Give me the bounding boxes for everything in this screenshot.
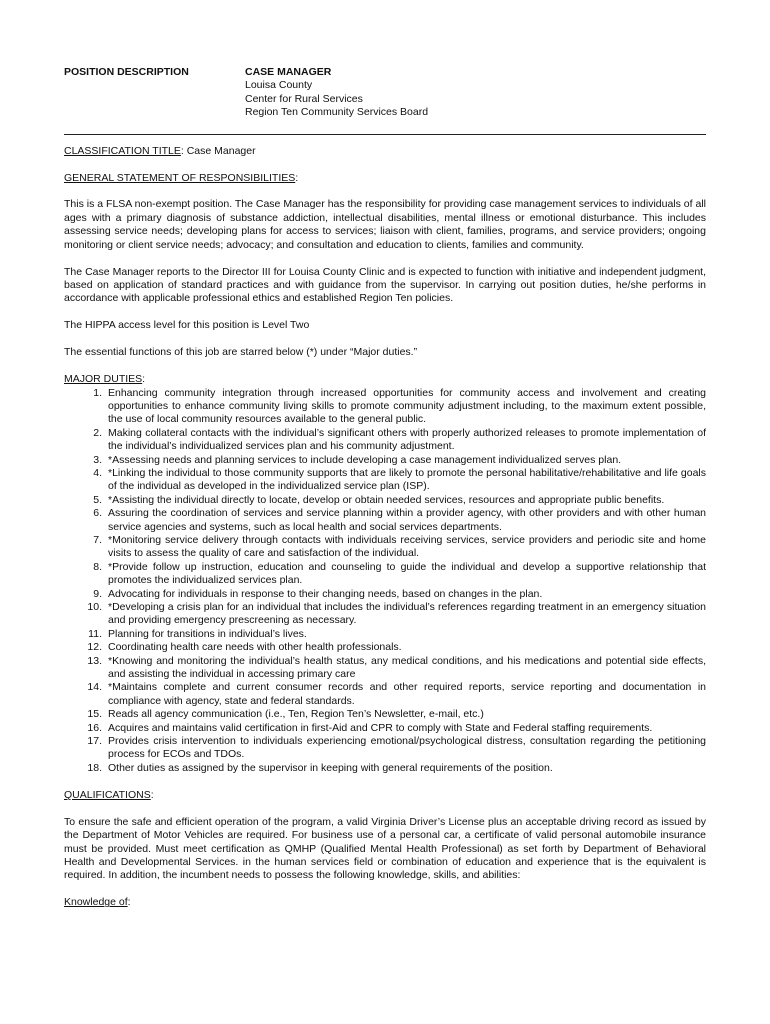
duty-item	[64, 655, 706, 682]
duty-number: 2.	[93, 426, 102, 439]
duty-number: 16.	[87, 721, 102, 734]
duty-item	[64, 588, 706, 601]
duty-number: 17.	[87, 735, 102, 748]
duty-number: 12.	[87, 641, 102, 654]
duty-item	[64, 507, 706, 534]
duty-number: 9.	[93, 587, 102, 600]
duties-list	[64, 387, 706, 776]
duty-item	[64, 467, 706, 494]
duty-text: Coordinating health care needs with other health professionals.	[108, 641, 402, 654]
duty-item	[64, 735, 706, 762]
qualifications-heading: QUALIFICATIONS	[64, 788, 151, 801]
duty-text: *Linking the individual to those community supports that are likely to promote the personal habilitative/rehabilitative and life goals of the individual as developed in the individualized service plan (ISP).	[108, 466, 706, 493]
duty-item	[64, 601, 706, 628]
general-heading-line: GENERAL STATEMENT OF RESPONSIBILITIES:	[64, 171, 299, 184]
duty-item	[64, 628, 706, 641]
duty-number: 3.	[93, 453, 102, 466]
duty-item	[64, 534, 706, 561]
duty-text: *Monitoring service delivery through contacts with individuals receiving services, service providers and periodic site and home visits to assess the quality of care and satisfaction of the individual.	[108, 533, 706, 560]
header-line: Region Ten Community Services Board	[245, 106, 429, 119]
duty-number: 6.	[93, 507, 102, 520]
classification-label: CLASSIFICATION TITLE	[64, 144, 181, 157]
duty-text: *Maintains complete and current consumer records and other required reports, service reporting and documentation in compliance with agency, state and federal standards.	[108, 681, 706, 707]
duty-text: Acquires and maintains valid certification in first-Aid and CPR to comply with State and Federal staffing requirements.	[108, 721, 653, 734]
classification-value: : Case Manager	[180, 144, 256, 157]
duty-text: Other duties as assigned by the supervisor in keeping with general requirements of the position.	[108, 761, 553, 774]
duty-item	[64, 641, 706, 654]
duty-item	[64, 454, 706, 467]
duty-number: 5.	[93, 493, 102, 506]
duty-item	[64, 427, 706, 454]
duty-number: 11.	[88, 627, 102, 640]
duty-number: 15.	[87, 708, 102, 721]
duty-item	[64, 561, 706, 588]
duty-item	[64, 708, 706, 721]
duty-number: 18.	[87, 761, 102, 774]
duty-number: 8.	[93, 560, 102, 573]
duty-item	[64, 722, 706, 735]
duty-text: Enhancing community integration through increased opportunities for community access and involvement and creating opportunities to enhance community living skills to promote community adjustment including, to the maximum extent possible, the use of local community resources available to the general public.	[108, 386, 706, 426]
general-paragraph: The Case Manager reports to the Director III for Louisa County Clinic and is expected to function with initiative and independent judgment, based on application of standard practices and with guidance from the supervisor. In carrying out position duties, he/she performs in accordance with applicable professional ethics and established Region Ten policies.	[64, 265, 706, 305]
header-line: Center for Rural Services	[245, 92, 363, 105]
duty-text: Advocating for individuals in response to their changing needs, based on changes in the plan.	[108, 587, 543, 600]
duty-number: 1.	[93, 386, 102, 399]
document-page	[64, 66, 706, 910]
general-heading: GENERAL STATEMENT OF RESPONSIBILITIES	[64, 171, 296, 184]
duties-heading-line: MAJOR DUTIES:	[64, 373, 146, 386]
duty-text: *Knowing and monitoring the individual’s health status, any medical conditions, and his medications and potential side effects, and assisting the individual in accessing primary care	[108, 654, 706, 681]
duty-number: 14.	[87, 681, 102, 694]
header-block	[245, 66, 706, 120]
duty-text: *Assisting the individual directly to locate, develop or obtain needed services, resources and appropriate public benefits.	[108, 493, 665, 506]
essential-functions-paragraph: The essential functions of this job are starred below (*) under “Major duties.”	[64, 346, 418, 359]
duty-number: 4.	[93, 466, 102, 479]
header-line: Louisa County	[245, 79, 313, 92]
knowledge-heading: Knowledge of	[64, 896, 128, 909]
position-description-label: POSITION DESCRIPTION	[64, 66, 189, 78]
header-divider	[64, 134, 706, 135]
hipaa-paragraph: The HIPPA access level for this position is Level Two	[64, 319, 310, 332]
job-title: CASE MANAGER	[245, 66, 332, 78]
duties-heading: MAJOR DUTIES	[64, 373, 143, 386]
duty-text: *Provide follow up instruction, education and counseling to guide the individual and develop a supportive relationship that promotes the individualized services plan.	[108, 560, 706, 587]
duty-text: Planning for transitions in individual’s lives.	[108, 627, 307, 640]
duty-item	[64, 387, 706, 427]
duty-number: 13.	[87, 654, 102, 667]
classification-line	[64, 145, 706, 158]
duty-text: Provides crisis intervention to individuals experiencing emotional/psychological distress, consultation regarding the petitioning process for ECOs and TDOs.	[108, 735, 706, 761]
duty-text: *Developing a crisis plan for an individual that includes the individual’s references regarding treatment in an emergency situation and providing emergency prescreening as necessary.	[108, 601, 706, 627]
duty-text: Reads all agency communication (i.e., Ten, Region Ten’s Newsletter, e-mail, etc.)	[108, 708, 484, 721]
duty-text: Assuring the coordination of services and service planning within a provider agency, with other providers and with other human service agencies and systems, such as local health and social services departments.	[108, 507, 706, 533]
knowledge-heading-line: Knowledge of:	[64, 896, 131, 909]
document-header	[64, 66, 706, 120]
qualifications-paragraph: To ensure the safe and efficient operation of the program, a valid Virginia Driver’s License plus an acceptable driving record as issued by the Department of Motor Vehicles are required. For business use of a personal car, a certificate of valid personal automobile insurance must be provided. Must meet certification as QMHP (Qualified Mental Health Professional) as set forth by Department of Behavioral Health and Developmental Services. in the human services field or combination of education and experience that is the equivalent is required. In addition, the incumbent needs to possess the following knowledge, skills, and abilities:	[64, 815, 706, 882]
duty-text: Making collateral contacts with the individual’s significant others with properly authorized releases to promote implementation of the individual’s individualized services plan and his community adjustment.	[108, 426, 706, 453]
duty-number: 7.	[93, 533, 102, 546]
general-paragraph: This is a FLSA non-exempt position. The Case Manager has the responsibility for providing case management services to individuals of all ages with a primary diagnosis of substance addiction, intellectual disabilities, mental illness or emotional disturbance. This includes assessing service needs; developing plans for access to services; liaison with client, families, programs, and service providers; ongoing monitoring or client service needs; advocacy; and consultation and education to clients, families and community.	[64, 198, 706, 251]
qualifications-heading-line: QUALIFICATIONS:	[64, 788, 154, 801]
duty-item	[64, 494, 706, 507]
duty-number: 10.	[87, 601, 102, 613]
duty-item	[64, 762, 706, 775]
duty-item	[64, 681, 706, 708]
duty-text: *Assessing needs and planning services to include developing a case management individualized serves plan.	[108, 453, 622, 466]
